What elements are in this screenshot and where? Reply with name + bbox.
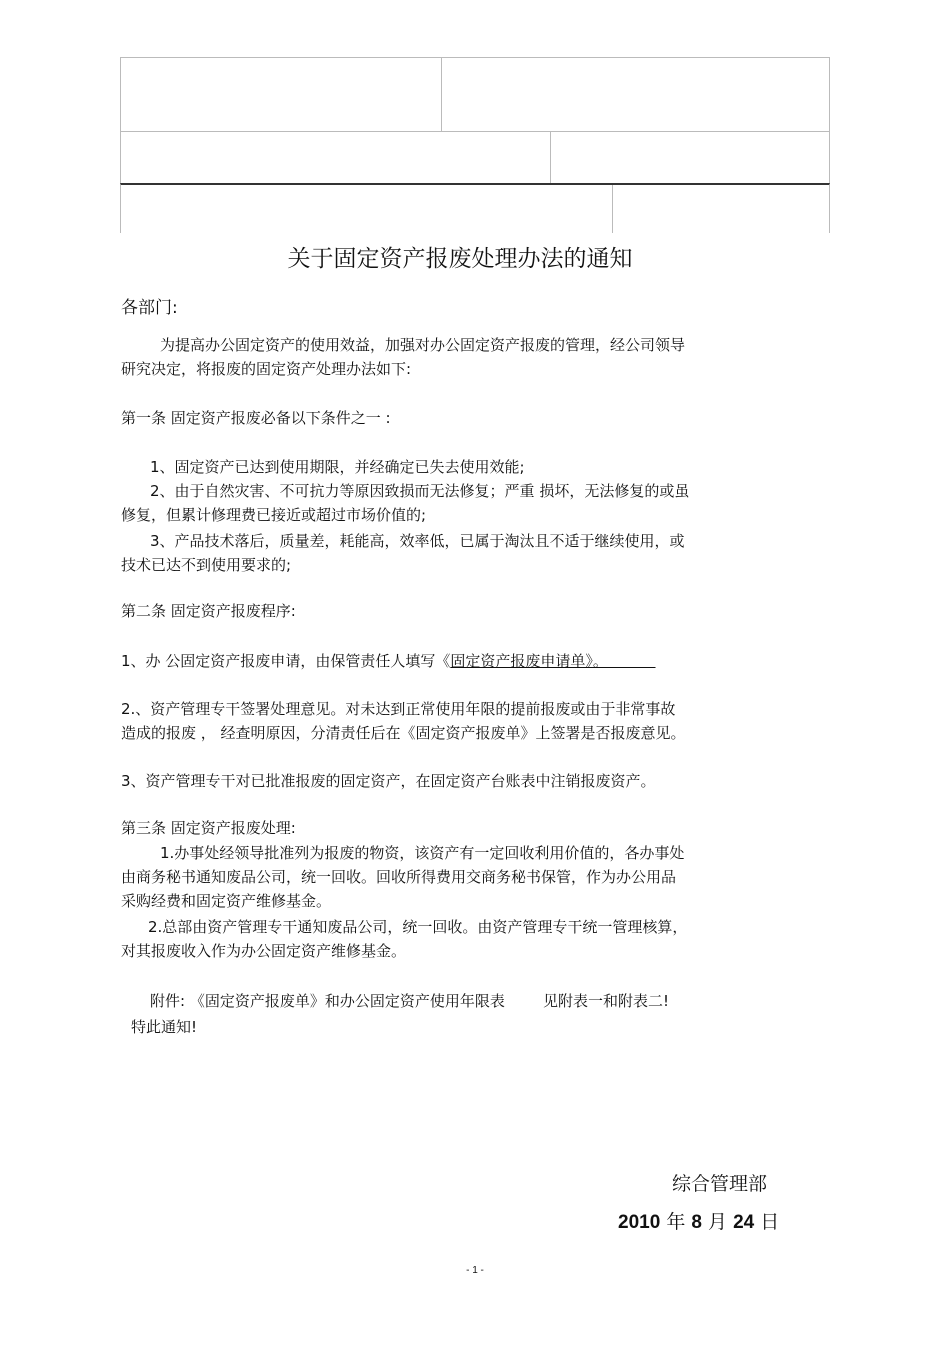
date-day-unit: 日 [760, 1211, 780, 1233]
header-table-row [120, 57, 830, 131]
article2-step-2: 2.、资产管理专干签署处理意见。对未达到正常使用年限的提前报废或由于非常事故 [121, 700, 676, 718]
article1-item-3: 3、产品技术落后，质量差，耗能高，效率低，已属于淘汰且不适于继续使用，或 [150, 532, 685, 550]
date-month-unit: 月 [708, 1211, 728, 1233]
signature-department: 综合管理部 [672, 1173, 768, 1195]
page-number: - 1 - [466, 1265, 484, 1276]
article3-line-4: 2.总部由资产管理专干通知废品公司，统一回收。由资产管理专干统一管理核算， [148, 918, 688, 936]
article3-line-1: 1.办事处经领导批准列为报废的物资，该资产有一定回收利用价值的，各办事处 [160, 844, 685, 862]
article1-item-3-cont: 技术已达不到使用要求的; [121, 556, 292, 574]
article1-heading: 第一条 固定资产报废必备以下条件之一 : [121, 409, 391, 427]
step1-text: 1、办 公固定资产报废申请，由保管责任人填写《 [121, 652, 451, 670]
closing-line: 特此通知! [131, 1018, 198, 1036]
date-year: 2010 [618, 1212, 661, 1233]
date-month: 8 [691, 1212, 702, 1233]
header-form-table [120, 57, 830, 233]
signature-date [618, 1207, 779, 1238]
article3-line-2: 由商务秘书通知废品公司，统一回收。回收所得费用交商务秘书保管，作为办公用品 [121, 868, 677, 886]
article2-step-3: 3、资产管理专干对已批准报废的固定资产，在固定资产台账表中注销报废资产。 [121, 772, 656, 790]
article1-item-2: 2、由于自然灾害、不可抗力等原因致损而无法修复；严重 损坏，无法修复的或虽 [150, 482, 690, 500]
cell-divider [612, 185, 613, 233]
article2-step-1 [121, 649, 656, 673]
salutation: 各部门: [121, 298, 178, 318]
header-table-row [120, 183, 830, 233]
article3-heading: 第三条 固定资产报废处理: [121, 819, 296, 837]
article3-line-3: 采购经费和固定资产维修基金。 [121, 892, 332, 910]
document-title: 关于固定资产报废处理办法的通知 [287, 246, 633, 272]
article1-item-2-cont: 修复，但累计修理费已接近或超过市场价值的; [121, 506, 427, 524]
cell-divider [441, 58, 442, 131]
header-table-row [120, 131, 830, 183]
intro-line-2: 研究决定，将报废的固定资产处理办法如下: [121, 360, 412, 378]
cell-divider [550, 132, 551, 183]
date-year-unit: 年 [666, 1211, 686, 1233]
article2-step-2-cont: 造成的报废 ， 经查明原因，分清责任后在《固定资产报废单》上签署是否报废意见。 [121, 724, 686, 742]
attachment-note: 附件: 《固定资产报废单》和办公固定资产使用年限表 见附表一和附表二! [150, 992, 669, 1010]
date-day: 24 [733, 1212, 755, 1233]
intro-line-1: 为提高办公固定资产的使用效益，加强对办公固定资产报废的管理，经公司领导 [160, 336, 686, 354]
article1-item-1: 1、固定资产已达到使用期限，并经确定已失去使用效能; [150, 458, 525, 476]
article2-heading: 第二条 固定资产报废程序: [121, 602, 296, 620]
application-form-name: 固定资产报废申请单》。 [450, 652, 656, 670]
article3-line-5: 对其报废收入作为办公固定资产维修基金。 [121, 942, 407, 960]
